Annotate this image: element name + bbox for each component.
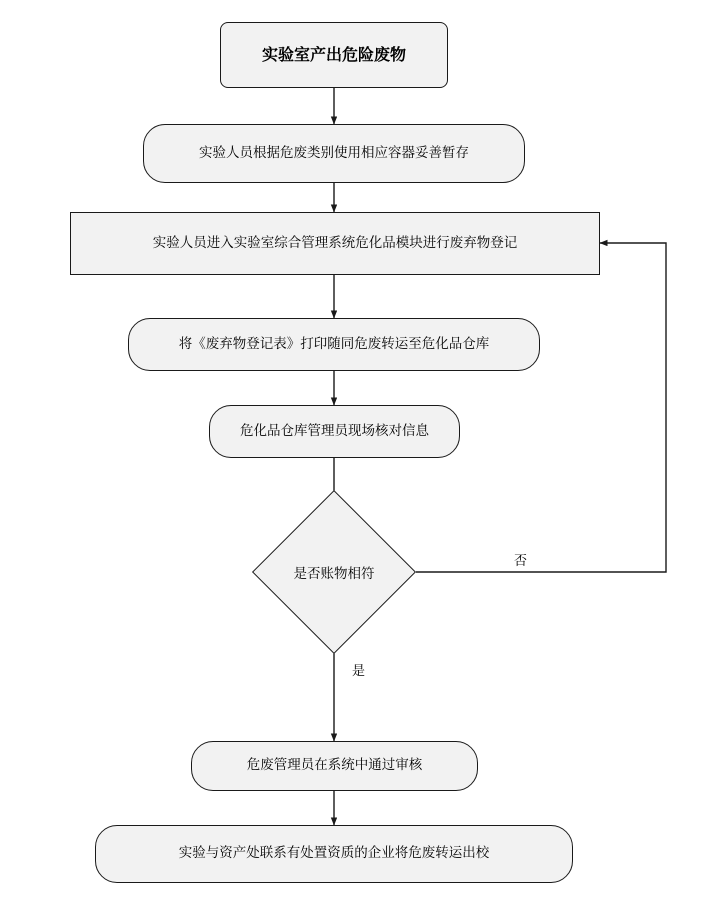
node-start [220,22,448,88]
node-decision-match [276,514,392,630]
node-label: 危化品仓库管理员现场核对信息 [240,422,429,439]
node-label: 将《废弃物登记表》打印随同危废转运至危化品仓库 [178,335,490,352]
node-warehouse-check [209,405,460,458]
edge-label-yes: 是 [350,660,367,679]
node-system-register [70,212,600,275]
node-label: 实验人员根据危废类别使用相应容器妥善暂存 [199,144,469,161]
node-label: 实验室产出危险废物 [261,44,406,64]
node-store-waste [143,124,525,183]
node-label: 实验与资产处联系有处置资质的企业将危废转运出校 [178,845,490,862]
node-label: 实验人员进入实验室综合管理系统危化品模块进行废弃物登记 [152,234,518,251]
node-print-form [128,318,540,371]
node-transfer-offsite [95,825,573,883]
node-label: 是否账物相符 [293,566,375,582]
node-label: 危废管理员在系统中通过审核 [246,757,423,774]
node-approve [191,741,478,791]
edge-label-no: 否 [512,550,529,569]
